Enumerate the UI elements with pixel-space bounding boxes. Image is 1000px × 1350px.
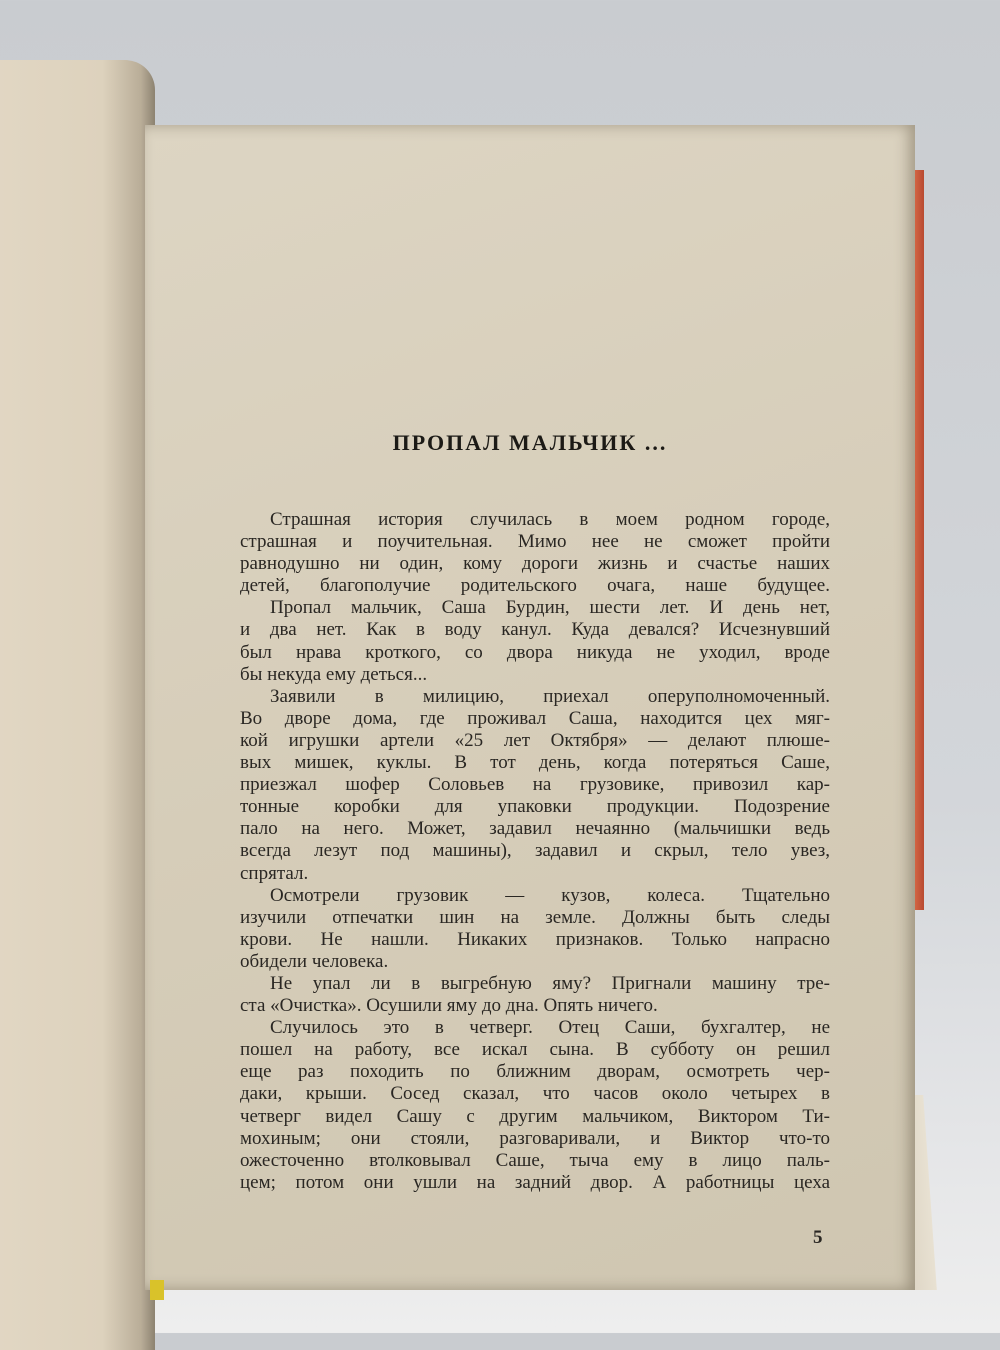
text-line: изучили отпечатки шин на земле. Должны быть следы xyxy=(240,906,830,928)
text-line: вых мишек, куклы. В тот день, когда потеряться Саше, xyxy=(240,752,830,774)
text-line: обидели человека. xyxy=(240,950,389,972)
text-line: спрятал. xyxy=(240,862,309,884)
text-line: кой игрушки артели «25 лет Октября» — делают плюше- xyxy=(240,729,830,751)
page-number: 5 xyxy=(813,1227,823,1248)
text-line: Во дворе дома, где проживал Саша, находится цех мяг- xyxy=(240,707,830,729)
text-line: ожесточенно втолковывал Саше, тыча ему в лицо паль- xyxy=(240,1149,830,1171)
text-line: еще раз походить по ближним дворам, осмотреть чер- xyxy=(240,1061,830,1083)
text-line: крови. Не нашли. Никаких признаков. Только напрасно xyxy=(240,928,830,950)
text-line: Случилось это в четверг. Отец Саши, бухгалтер, не xyxy=(270,1017,830,1039)
text-line: Страшная история случилась в моем родном городе, xyxy=(270,509,830,530)
text-line: Осмотрели грузовик — кузов, колеса. Тщательно xyxy=(270,884,830,906)
text-line: мохиным; они стояли, разговаривали, и Виктор что-то xyxy=(240,1127,830,1149)
text-line: пошел на работу, все искал сына. В субботу он решил xyxy=(240,1039,830,1061)
text-line: страшная и поучительная. Мимо нее не сможет пройти xyxy=(240,531,830,553)
text-line: четверг видел Сашу с другим мальчиком, Виктором Ти- xyxy=(240,1105,830,1127)
text-line: равнодушно ни один, кому дороги жизнь и счастье наших xyxy=(240,553,830,575)
text-line: Пропал мальчик, Саша Бурдин, шести лет. И день нет, xyxy=(270,597,830,619)
book-page xyxy=(145,125,915,1290)
text-line: Заявили в милицию, приехал оперуполномоченный. xyxy=(270,685,830,707)
bookmark-ribbon xyxy=(150,1280,164,1300)
text-line: всегда лезут под машины), задавил и скрыл, тело увез, xyxy=(240,840,830,862)
left-page xyxy=(0,60,155,1350)
text-line: цем; потом они ушли на задний двор. А работницы цеха xyxy=(240,1171,830,1193)
text-line: приезжал шофер Соловьев на грузовике, привозил кар- xyxy=(240,774,830,796)
text-line: детей, благополучие родительского очага, наше будущее. xyxy=(240,575,830,597)
text-line: пало на него. Может, задавил нечаянно (мальчишки ведь xyxy=(240,818,830,840)
text-line: ста «Очистка». Осушили яму до дна. Опять ничего. xyxy=(240,995,658,1017)
text-line: был нрава кроткого, со двора никуда не уходил, вроде xyxy=(240,641,830,663)
text-line: даки, крыши. Сосед сказал, что часов около четырех в xyxy=(240,1083,830,1105)
text-line: и два нет. Как в воду канул. Куда девался? Исчезнувший xyxy=(240,619,830,641)
body-text xyxy=(240,509,830,1194)
text-line: тонные коробки для упаковки продукции. Подозрение xyxy=(240,796,830,818)
text-line: бы некуда ему деться... xyxy=(240,663,428,685)
chapter-title: ПРОПАЛ МАЛЬЧИК ... xyxy=(392,430,668,455)
text-line: Не упал ли в выгребную яму? Пригнали машину тре- xyxy=(270,972,830,994)
